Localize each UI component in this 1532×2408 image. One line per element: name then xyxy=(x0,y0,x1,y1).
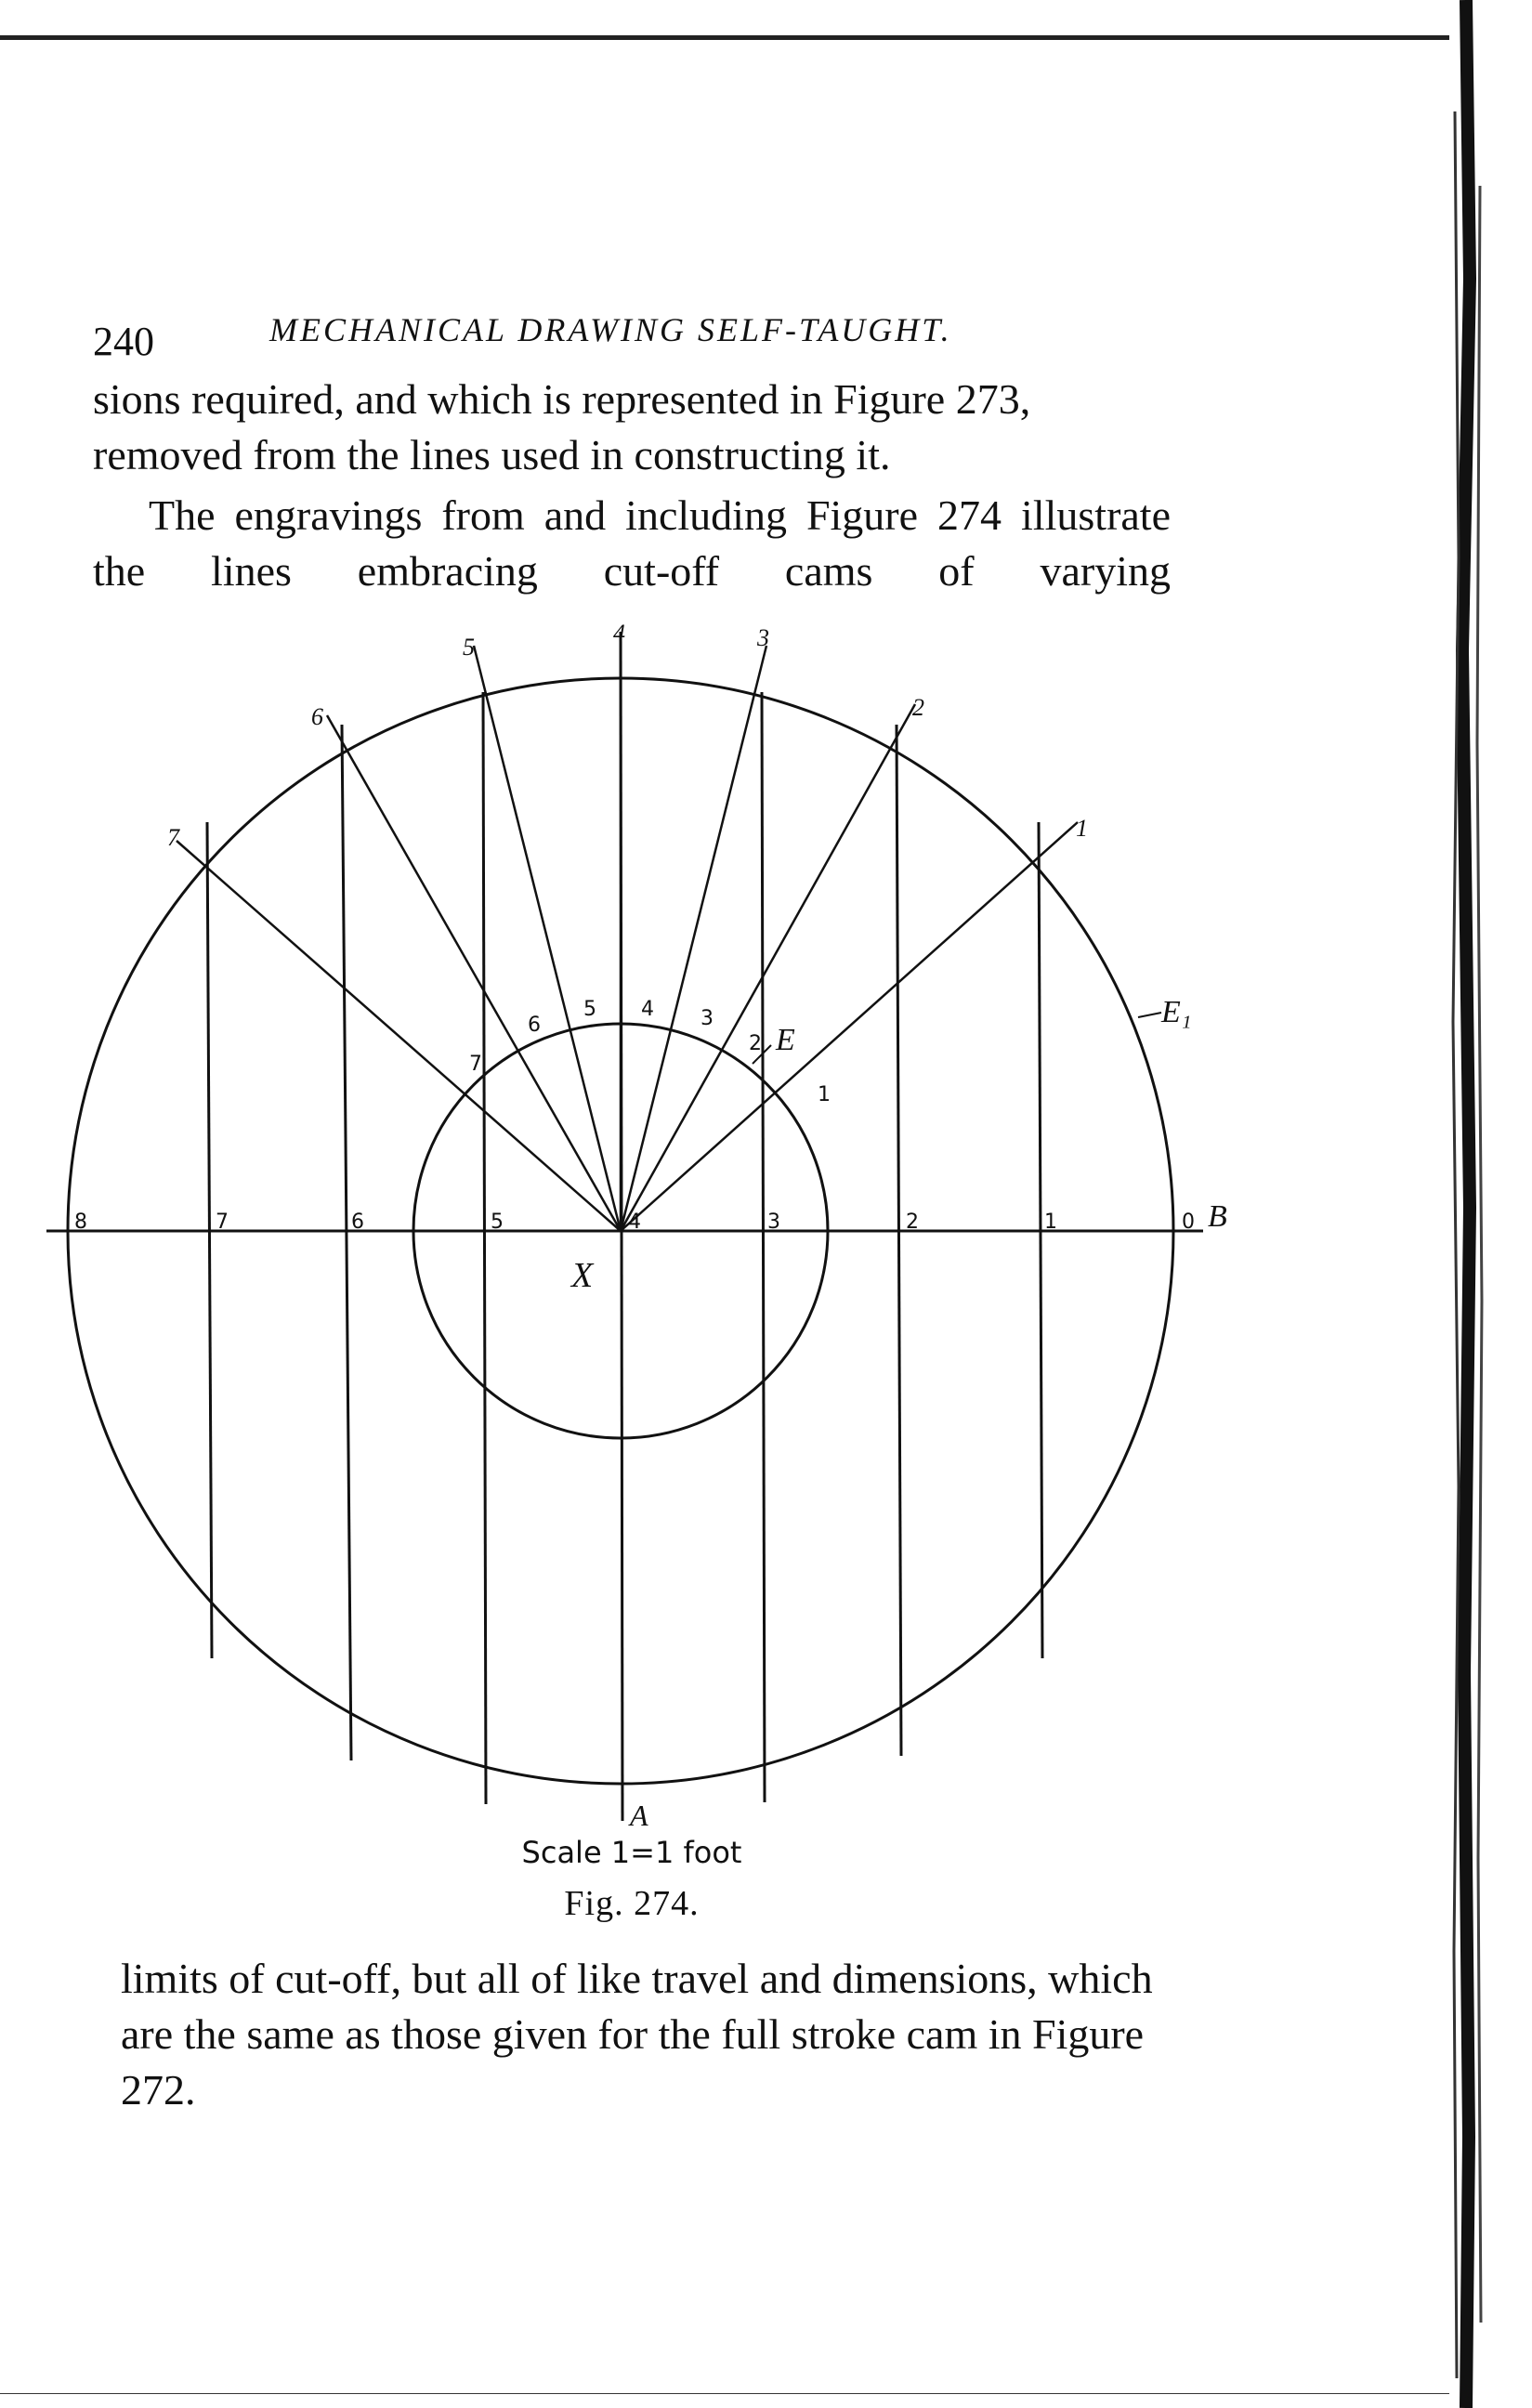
label-x: X xyxy=(571,1256,594,1295)
inner-label-6: 6 xyxy=(528,1014,541,1037)
top-rule xyxy=(0,35,1449,40)
bottom-rule xyxy=(0,2393,1449,2394)
baseline-label-0: 0 xyxy=(1182,1211,1195,1234)
label-e: E xyxy=(776,1023,795,1057)
baseline-label-7: 7 xyxy=(216,1211,229,1234)
outer-label-2: 2 xyxy=(912,694,924,721)
baseline-label-3: 3 xyxy=(767,1211,780,1234)
outer-label-5: 5 xyxy=(463,634,475,661)
baseline-label-4: 4 xyxy=(628,1211,641,1234)
baseline-label-5: 5 xyxy=(491,1211,504,1234)
outer-label-6: 6 xyxy=(311,703,323,730)
inner-label-3: 3 xyxy=(701,1007,714,1030)
outer-label-3: 3 xyxy=(757,624,769,651)
inner-label-2: 2 xyxy=(749,1032,762,1055)
inner-label-4: 4 xyxy=(641,998,654,1021)
page-number: 240 xyxy=(93,319,154,364)
paragraph-1: sions required, and which is represented in Figure 273, removed from the lines used in constructing it. xyxy=(93,375,1031,478)
label-a: A xyxy=(630,1799,648,1830)
book-binding-edge xyxy=(1438,0,1494,2408)
label-b: B xyxy=(1208,1199,1227,1234)
paragraph-3: limits of cut-off, but all of like travel and dimensions, which are the same as those given for the full stroke cam in Figure 272. xyxy=(121,1955,1153,2114)
baseline-label-6: 6 xyxy=(351,1211,364,1234)
inner-label-7: 7 xyxy=(469,1053,482,1076)
figure-274 xyxy=(0,604,1301,1951)
scale-label: Scale 1=1 foot xyxy=(521,1835,742,1870)
e1-leader xyxy=(1138,1013,1161,1017)
outer-label-7: 7 xyxy=(167,824,179,851)
page-header xyxy=(93,299,1022,364)
paragraph-2: The engravings from and including Figure 274 illustrate the lines embracing cut-off cams of varying xyxy=(93,491,1171,595)
outer-label-4: 4 xyxy=(613,620,625,647)
baseline-label-1: 1 xyxy=(1044,1211,1057,1234)
running-head: MECHANICAL DRAWING SELF-TAUGHT. xyxy=(269,311,952,348)
inner-label-1: 1 xyxy=(818,1083,831,1106)
cam-diagram xyxy=(0,604,1301,1830)
label-e1: E₁ xyxy=(1161,995,1192,1029)
inner-label-5: 5 xyxy=(583,998,596,1021)
outer-label-1: 1 xyxy=(1076,815,1088,842)
baseline-label-8: 8 xyxy=(74,1211,87,1234)
baseline-label-2: 2 xyxy=(906,1211,919,1234)
figure-caption: Fig. 274. xyxy=(564,1884,700,1923)
